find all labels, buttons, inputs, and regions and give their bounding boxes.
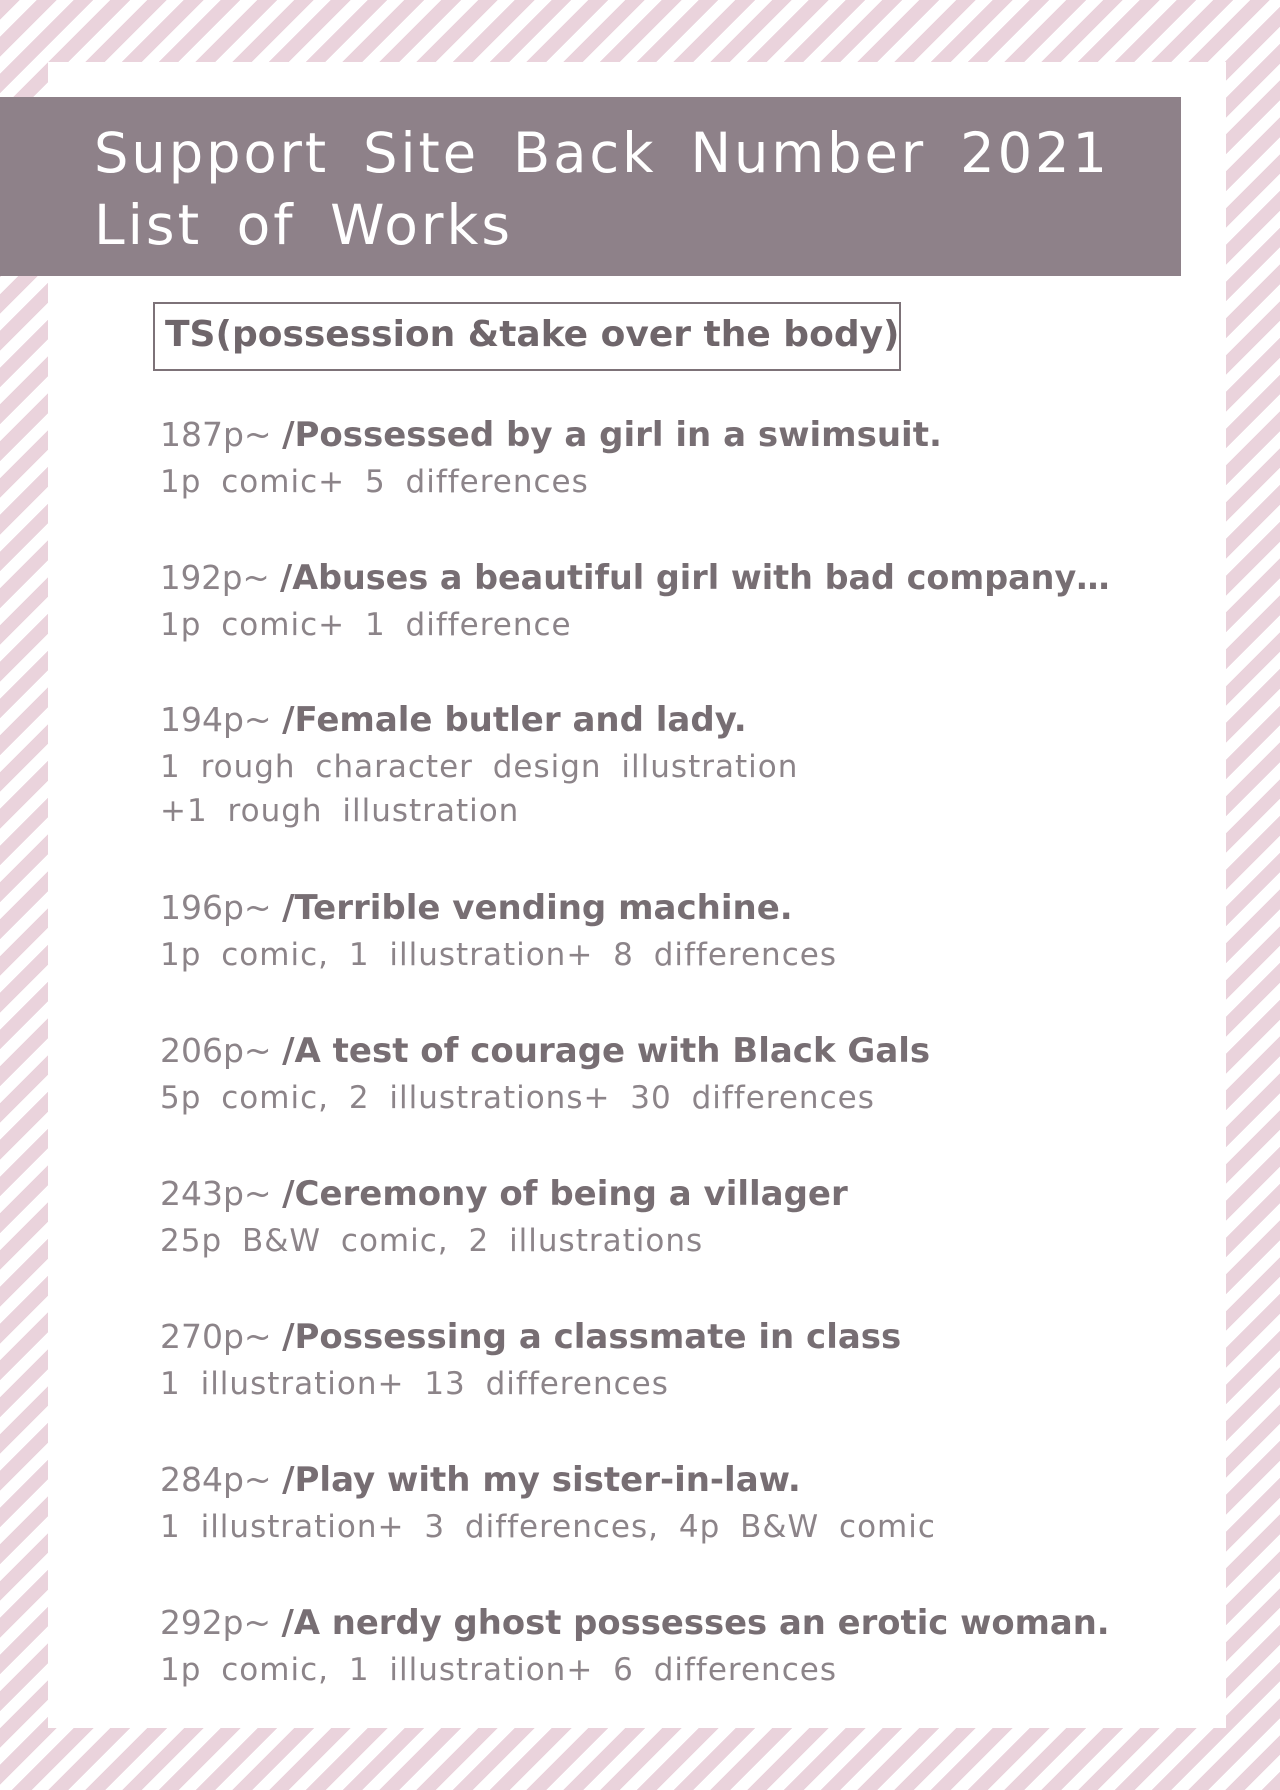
work-detail: 1p comic+ 1 difference <box>160 607 572 643</box>
work-detail: +1 rough illustration <box>160 793 520 829</box>
work-title: /Play with my sister-in-law. <box>282 1460 801 1500</box>
work-page-number: 194p~ <box>160 700 283 739</box>
work-detail: 1 illustration+ 13 differences <box>160 1366 669 1402</box>
work-heading <box>160 883 1120 933</box>
work-item <box>160 410 1120 504</box>
work-detail: 1p comic+ 5 differences <box>160 464 589 500</box>
work-page-number: 206p~ <box>160 1031 283 1070</box>
work-item <box>160 883 1120 977</box>
work-heading <box>160 553 1110 603</box>
page-title-line-2: List of Works <box>94 193 514 257</box>
work-page-number: 292p~ <box>160 1603 282 1642</box>
work-detail: 1 rough character design illustration <box>160 749 799 785</box>
work-item <box>160 1026 1120 1120</box>
work-detail: 1p comic, 1 illustration+ 6 differences <box>160 1652 837 1688</box>
work-item <box>160 553 1120 647</box>
work-heading <box>160 1026 1120 1076</box>
work-detail: 5p comic, 2 illustrations+ 30 differences <box>160 1080 875 1116</box>
work-heading <box>160 1312 1120 1362</box>
work-page-number: 284p~ <box>160 1460 283 1499</box>
work-detail: 1p comic, 1 illustration+ 8 differences <box>160 937 837 973</box>
work-heading <box>160 1169 1120 1219</box>
work-detail: 25p B&W comic, 2 illustrations <box>160 1223 704 1259</box>
work-page-number: 187p~ <box>160 415 283 454</box>
section-heading-box <box>153 302 901 371</box>
section-heading-label: TS(possession &take over the body) <box>165 314 900 355</box>
work-title: /Possessing a classmate in class <box>282 1317 902 1357</box>
work-item <box>160 1169 1120 1263</box>
work-title: /Terrible vending machine. <box>282 888 793 928</box>
work-heading <box>160 410 1120 460</box>
work-page-number: 270p~ <box>160 1317 283 1356</box>
work-item <box>160 1455 1120 1549</box>
work-heading <box>160 1455 1120 1505</box>
work-title: /Possessed by a girl in a swimsuit. <box>282 415 942 455</box>
page-title-line-1: Support Site Back Number 2021 <box>94 121 1110 185</box>
work-item <box>160 1312 1120 1406</box>
work-heading <box>160 1598 1115 1648</box>
work-page-number: 243p~ <box>160 1174 283 1213</box>
work-page-number: 196p~ <box>160 888 283 927</box>
work-detail: 1 illustration+ 3 differences, 4p B&W comic <box>160 1509 936 1545</box>
work-item <box>160 1598 1120 1692</box>
work-item <box>160 695 1120 833</box>
work-title: /Ceremony of being a villager <box>282 1174 848 1214</box>
work-title: /A nerdy ghost possesses an erotic woman. <box>281 1603 1110 1643</box>
work-page-number: 192p~ <box>160 558 281 597</box>
work-heading <box>160 695 1120 745</box>
work-title: /A test of courage with Black Gals <box>282 1031 931 1071</box>
work-title: /Abuses a beautiful girl with bad company… <box>280 558 1110 598</box>
work-title: /Female butler and lady. <box>282 700 747 740</box>
